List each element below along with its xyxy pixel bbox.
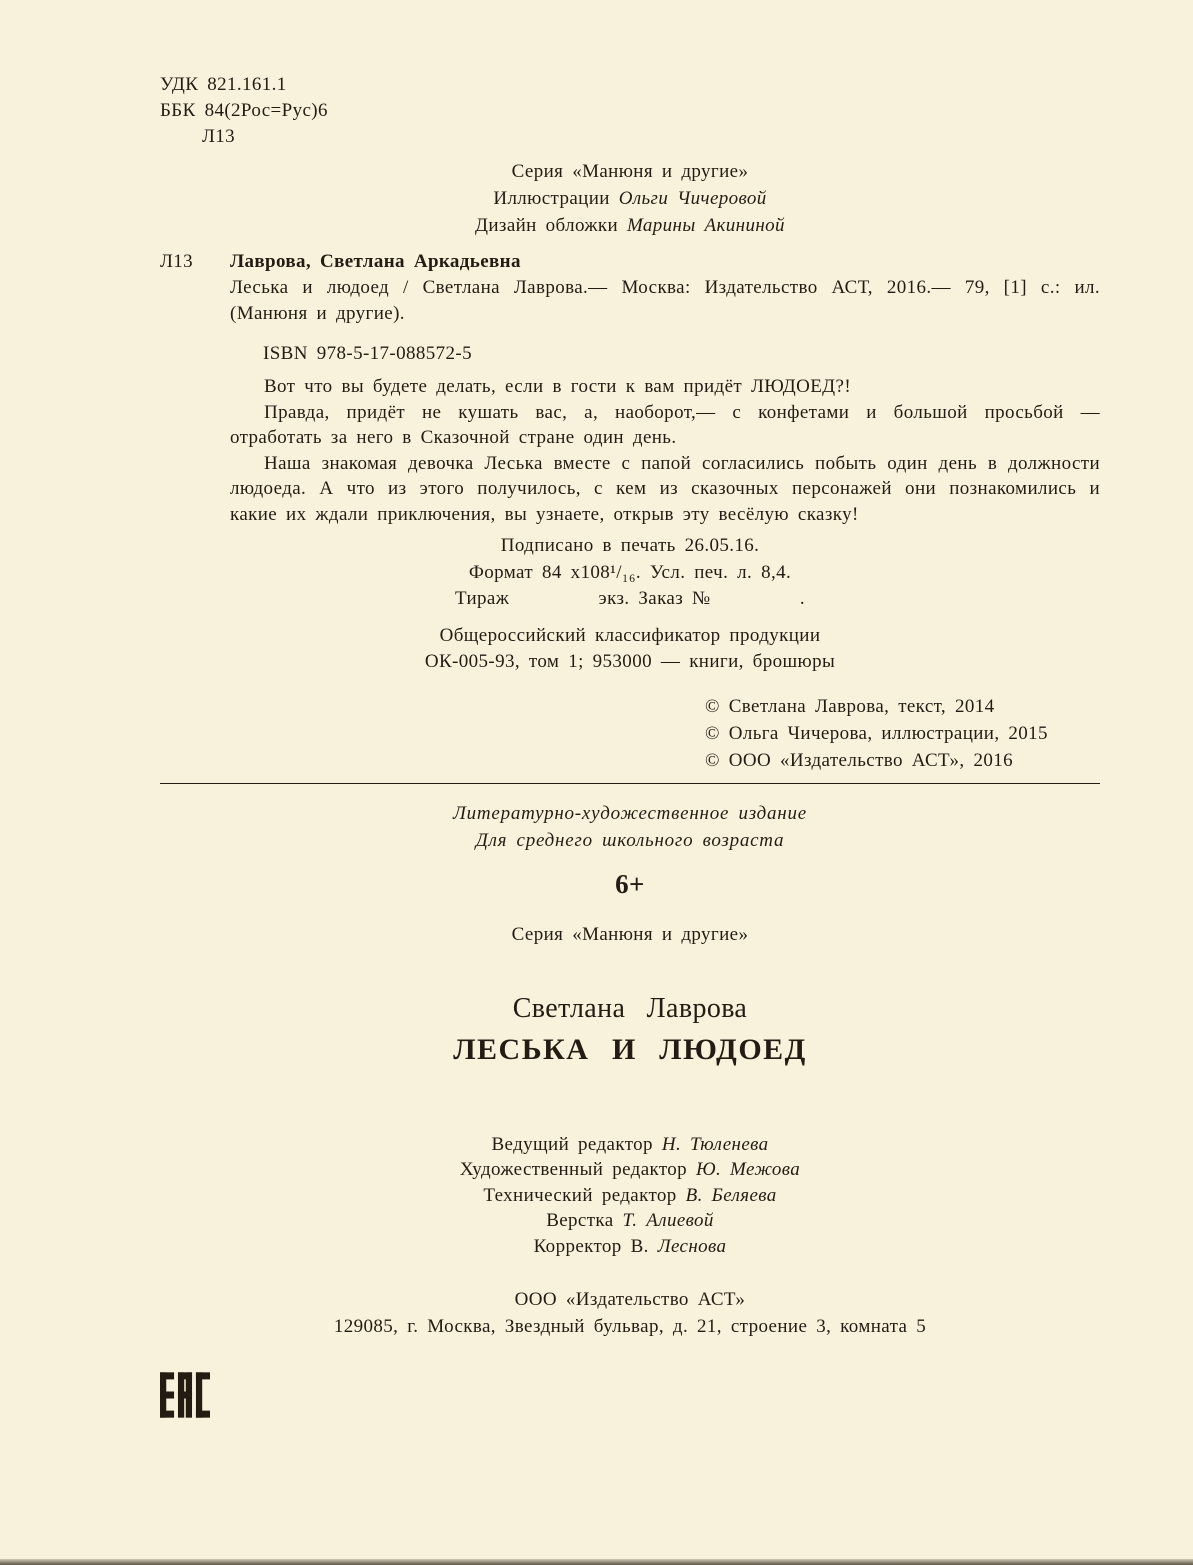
staff-name: Леснова: [657, 1235, 727, 1257]
publisher-address: 129085, г. Москва, Звездный бульвар, д. 21, строение 3, комната 5: [333, 1315, 927, 1337]
copyright-block: [705, 693, 1048, 774]
illustrator-name: Ольги Чичеровой: [618, 188, 767, 209]
illustrations-label: Иллюстрации: [493, 188, 619, 209]
series-name: Серия «Манюня и другие»: [511, 161, 749, 182]
print-info-block: [160, 533, 1100, 613]
staff-name: Т. Алиевой: [622, 1210, 714, 1231]
staff-name: Н. Тюленева: [661, 1133, 769, 1155]
annotation-paragraph: Вот что вы будете делать, если в гости к вам придёт ЛЮДОЕД?!: [264, 376, 852, 397]
classification-block: [160, 72, 1100, 150]
staff-role: Ведущий редактор: [491, 1133, 662, 1155]
print-date-line: Подписано в печать 26.05.16.: [500, 535, 760, 556]
isbn: ISBN 978-5-17-088572-5: [263, 343, 473, 364]
series-credits-block: [160, 158, 1100, 239]
staff-role: Технический редактор: [483, 1184, 686, 1206]
cover-design-label: Дизайн обложки: [475, 215, 627, 236]
classifier-block: [160, 623, 1100, 676]
classifier-code-line: ОК-005-93, том 1; 953000 — книги, брошюры: [424, 651, 836, 672]
staff-line: [160, 1183, 1100, 1209]
age-rating: 6+: [615, 868, 645, 899]
catalog-description: Леська и людоед / Светлана Лаврова.— Москва: Издательство АСТ, 2016.— 79, [1] с.: ил. (Манюня и другие).: [230, 277, 1100, 324]
staff-name: В. Беляева: [685, 1184, 777, 1206]
annotation-paragraph: Наша знакомая девочка Леська вместе с папой согласились побыть один день в должности людоеда. А что из этого получилось, с кем из сказочных персонажей они познакомились и какие их ждали приключения, вы узнаете, открыв эту весёлую сказку!: [230, 452, 1100, 525]
age-audience: Для среднего школьного возраста: [475, 829, 785, 851]
classification-code: Л13: [202, 126, 236, 147]
udk-line: УДК 821.161.1: [160, 74, 287, 95]
divider: [160, 783, 1100, 784]
copyright-line: © Ольга Чичерова, иллюстрации, 2015: [705, 722, 1048, 744]
illustrator-credit: [160, 185, 1100, 212]
bbk-line: ББК 84(2Рос=Рус)6: [160, 100, 328, 121]
annotation-paragraph: Правда, придёт не кушать вас, а, наоборот,— с конфетами и большой просьбой — отработать за него в Сказочной стране один день.: [230, 401, 1100, 448]
print-run-line: Тираж экз. Заказ № .: [454, 588, 805, 609]
staff-role: Корректор В.: [533, 1235, 658, 1257]
format-line: Формат 84 х108¹/₁₆. Усл. печ. л. 8,4.: [468, 561, 792, 583]
catalog-author: Лаврова, Светлана Аркадьевна: [230, 251, 521, 272]
staff-credits-block: [160, 1132, 1100, 1260]
cover-designer-name: Марины Акининой: [626, 215, 785, 236]
staff-line: [160, 1234, 1100, 1260]
book-author: Светлана Лаврова: [512, 992, 748, 1024]
staff-role: Верстка: [546, 1210, 623, 1231]
catalog-card: [160, 249, 1100, 327]
eac-mark-icon: [160, 1372, 210, 1418]
copyright-line: © ООО «Издательство АСТ», 2016: [705, 749, 1013, 771]
publisher-block: [160, 1287, 1100, 1340]
catalog-margin-code: Л13: [160, 251, 194, 272]
catalog-card-body: [230, 249, 1100, 327]
classifier-title: Общероссийский классификатор продукции: [439, 624, 821, 646]
publisher-name: ООО «Издательство АСТ»: [514, 1289, 746, 1310]
staff-name: Ю. Межова: [696, 1159, 801, 1180]
cover-designer-credit: [160, 212, 1100, 239]
eac-mark-svg: [160, 1372, 210, 1418]
series-name-repeat: Серия «Манюня и другие»: [511, 923, 749, 945]
book-title: ЛЕСЬКА И ЛЮДОЕД: [453, 1032, 807, 1066]
copyright-line: © Светлана Лаврова, текст, 2014: [705, 695, 995, 717]
staff-line: [160, 1157, 1100, 1183]
staff-line: [160, 1132, 1100, 1158]
staff-line: [160, 1208, 1100, 1234]
edition-type: Литературно-художественное издание: [453, 802, 807, 824]
edition-type-block: [160, 800, 1100, 854]
staff-role: Художественный редактор: [459, 1159, 696, 1180]
annotation-block: [230, 374, 1100, 527]
page-edge-shadow: [0, 1559, 1193, 1565]
